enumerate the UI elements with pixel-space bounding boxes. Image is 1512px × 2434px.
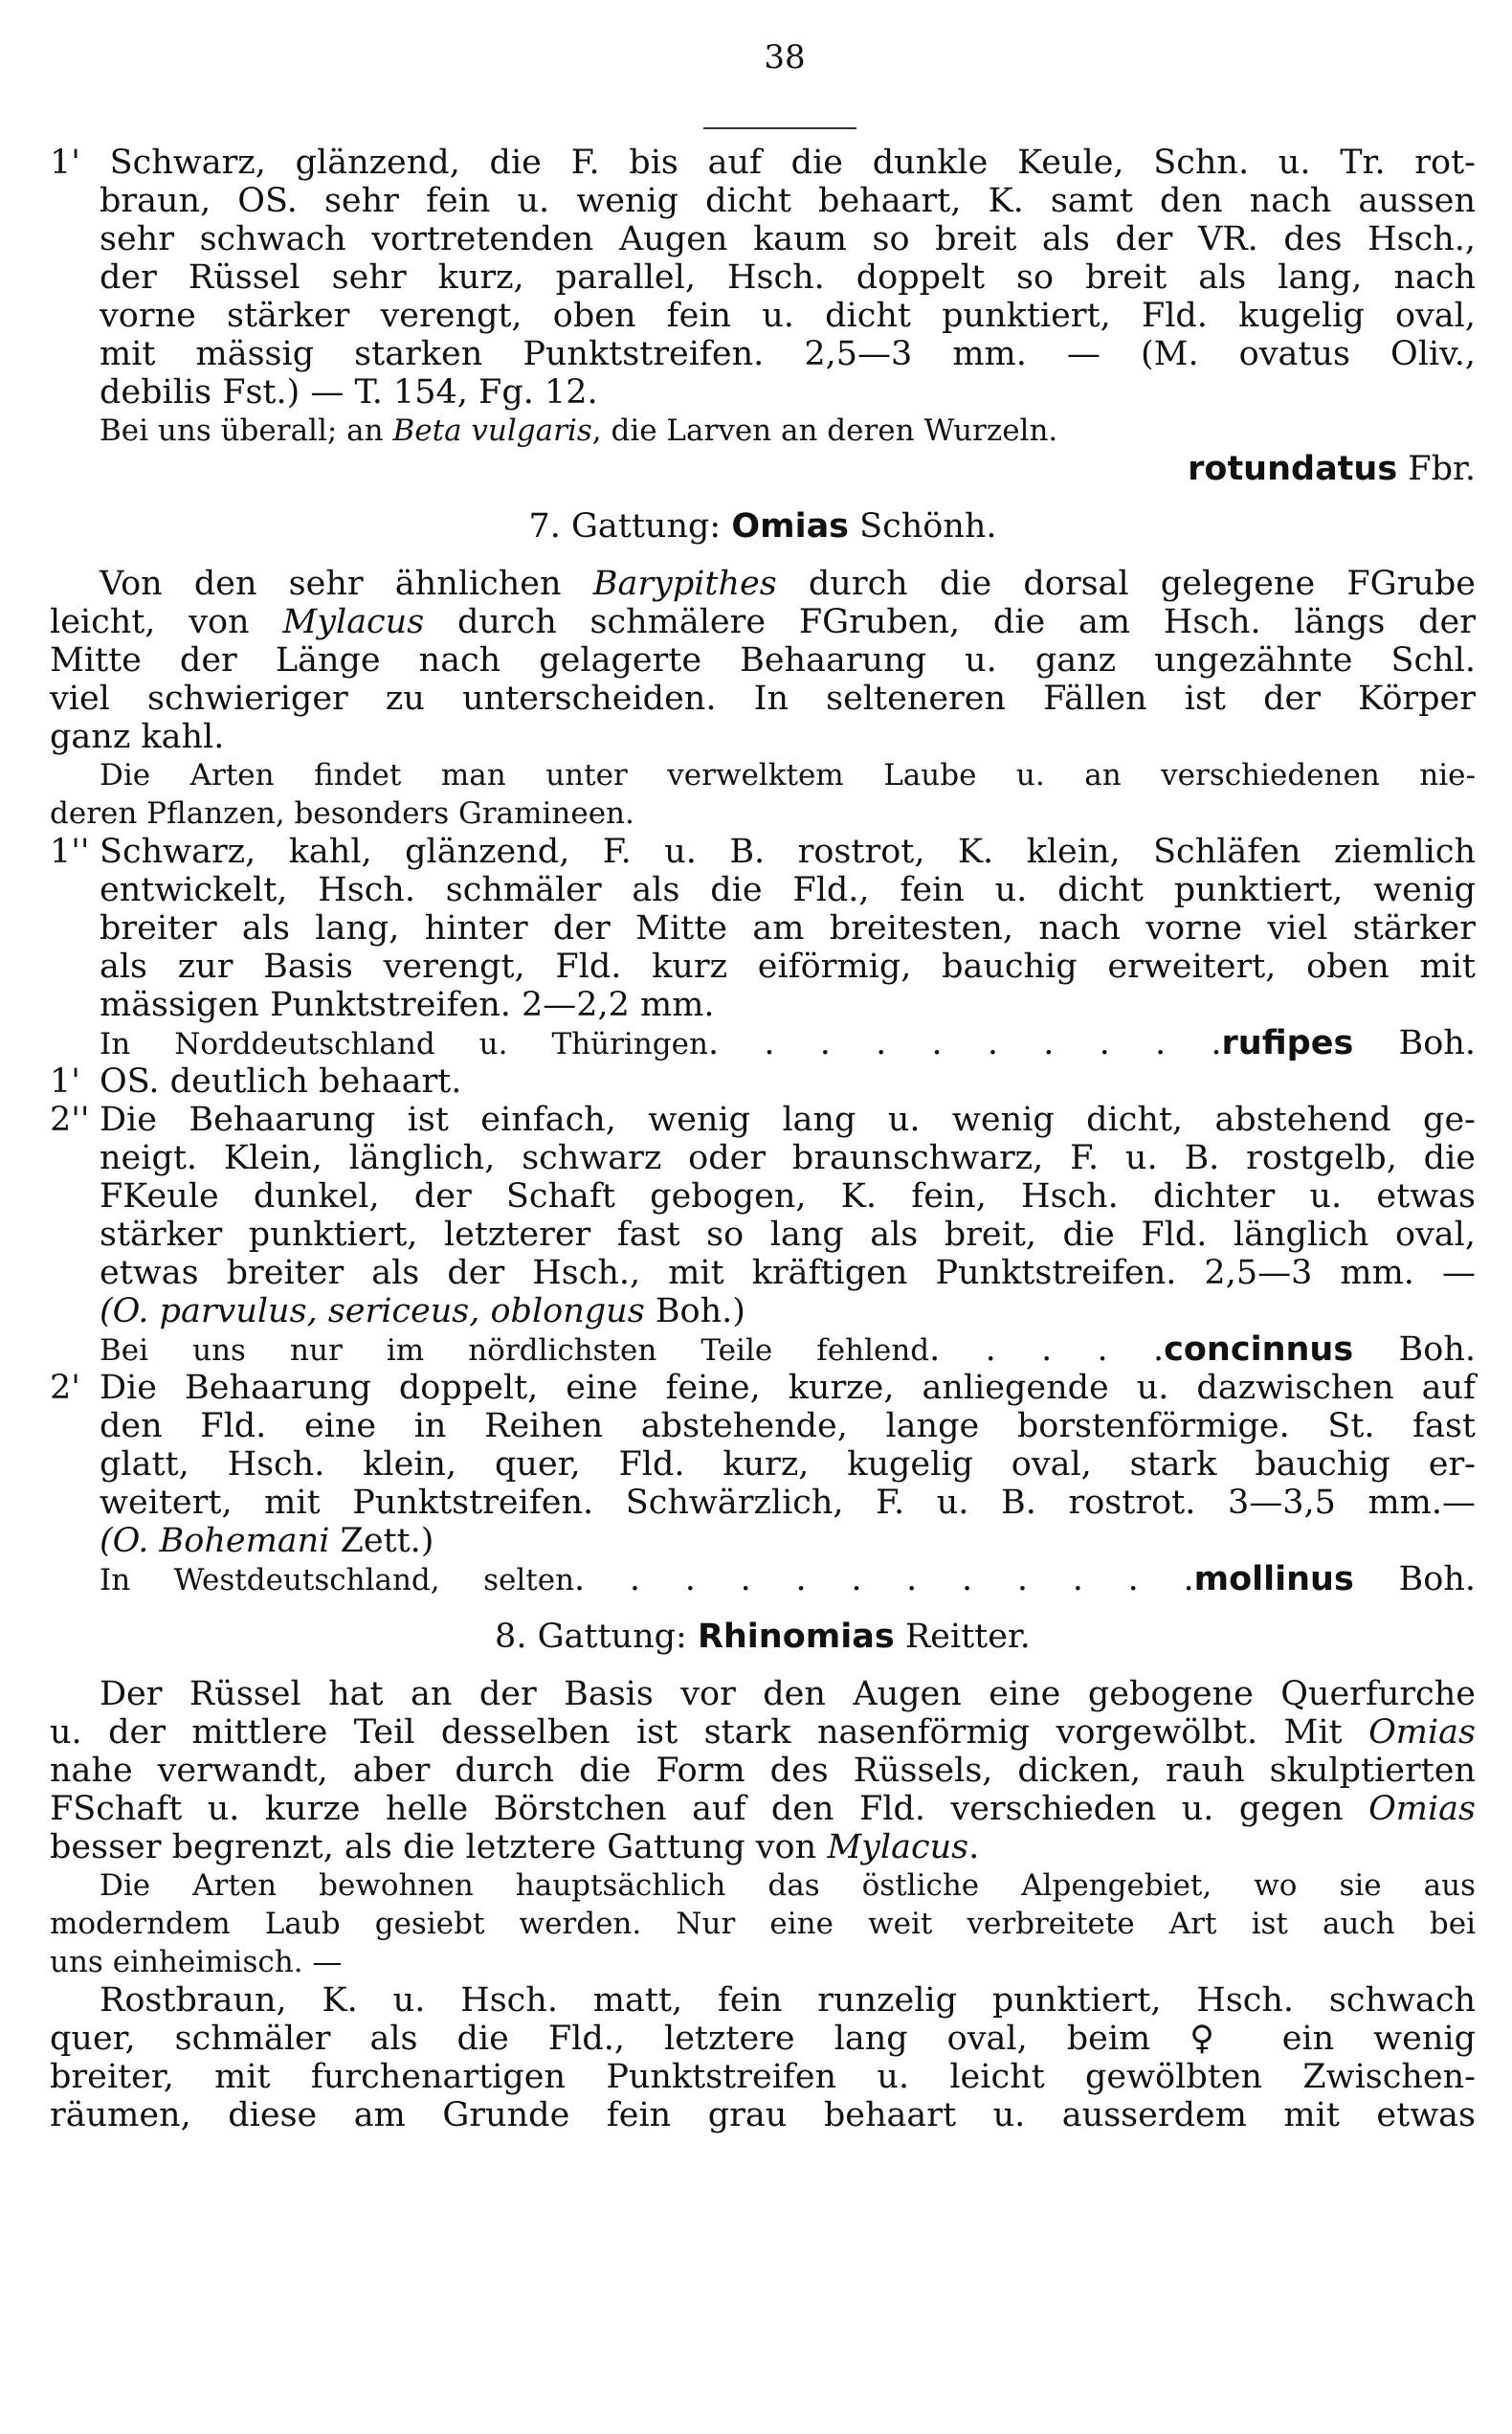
- habitat-line: Bei uns nur im nördlichsten Teile fehlend. . . . .concinnus Boh.: [100, 1330, 1476, 1369]
- text-line: der Rüssel sehr kurz, parallel, Hsch. doppelt so breit als lang, nach: [100, 258, 1476, 297]
- key-line: 1'' Schwarz, kahl, glänzend, F. u. B. rostrot, K. klein, Schläfen ziemlich: [50, 833, 1476, 871]
- text-line: breiter, mit furchenartigen Punktstreifen u. leicht gewölbten Zwischen-: [50, 2058, 1476, 2096]
- text-line: breiter als lang, hinter der Mitte am breitesten, nach vorne viel stärker: [100, 909, 1476, 948]
- text-line: als zur Basis verengt, Fld. kurz eiförmig, bauchig erweitert, oben mit: [100, 948, 1476, 986]
- key-line: 2'' Die Behaarung ist einfach, wenig lang u. wenig dicht, abstehend ge-: [50, 1101, 1476, 1139]
- key-line: 2' Die Behaarung doppelt, eine feine, kurze, anliegende u. dazwischen auf: [50, 1369, 1476, 1407]
- text-line: entwickelt, Hsch. schmäler als die Fld., fein u. dicht punktiert, wenig: [100, 871, 1476, 909]
- key-line: 1' OS. deutlich behaart.: [50, 1062, 462, 1101]
- text-line: neigt. Klein, länglich, schwarz oder braunschwarz, F. u. B. rostgelb, die: [100, 1139, 1476, 1177]
- header-rule: [703, 127, 856, 129]
- text-line: vorne stärker verengt, oben fein u. dicht punktiert, Fld. kugelig oval,: [100, 297, 1476, 335]
- text-line: deren Pflanzen, besonders Gramineen.: [50, 796, 634, 831]
- text-line: debilis Fst.) — T. 154, Fg. 12.: [100, 373, 598, 412]
- text-line: Mitte der Länge nach gelagerte Behaarung u. ganz ungezähnte Schl.: [50, 641, 1476, 680]
- text-line: viel schwieriger zu unterscheiden. In selteneren Fällen ist der Körper: [50, 680, 1476, 718]
- habitat-line: Bei uns überall; an Beta vulgaris, die Larven an deren Wurzeln.: [100, 413, 1058, 448]
- text-line: stärker punktiert, letzterer fast so lang als breit, die Fld. länglich oval,: [100, 1216, 1476, 1254]
- text-line: weitert, mit Punktstreifen. Schwärzlich, F. u. B. rostrot. 3—3,5 mm.—: [100, 1484, 1476, 1522]
- text-line: sehr schwach vortretenden Augen kaum so breit als der VR. des Hsch.,: [100, 220, 1476, 258]
- page-number: 38: [764, 38, 806, 77]
- text-line: besser begrenzt, als die letztere Gattung von Mylacus.: [50, 1828, 980, 1866]
- text-line: FKeule dunkel, der Schaft gebogen, K. fein, Hsch. dichter u. etwas: [100, 1177, 1476, 1216]
- synonym-line: (O. parvulus, sericeus, oblongus Boh.): [100, 1292, 745, 1330]
- body-text: [50, 144, 1476, 2134]
- text-line: Die Arten findet man unter verwelktem Laube u. an verschiedenen nie-: [100, 758, 1476, 793]
- text-line: Die Arten bewohnen hauptsächlich das östliche Alpengebiet, wo sie aus: [100, 1868, 1476, 1903]
- synonym-line: (O. Bohemani Zett.): [100, 1522, 434, 1560]
- text-line: quer, schmäler als die Fld., letztere lang oval, beim ♀ ein wenig: [50, 2020, 1476, 2058]
- text-line: FSchaft u. kurze helle Börstchen auf den Fld. verschieden u. gegen Omias: [50, 1790, 1476, 1828]
- text-line: nahe verwandt, aber durch die Form des Rüssels, dicken, rauh skulptierten: [50, 1752, 1476, 1790]
- text-line: moderndem Laub gesiebt werden. Nur eine weit verbreitete Art ist auch bei: [50, 1907, 1476, 1941]
- text-line: mässigen Punktstreifen. 2—2,2 mm.: [100, 986, 715, 1024]
- genus-heading-8: 8. Gattung: Rhinomias Reitter.: [495, 1618, 1031, 1656]
- text-line: leicht, von Mylacus durch schmälere FGruben, die am Hsch. längs der: [50, 603, 1476, 641]
- text-line: u. der mittlere Teil desselben ist stark nasenförmig vorgewölbt. Mit Omias: [50, 1713, 1476, 1752]
- text-line: Von den sehr ähnlichen Barypithes durch die dorsal gelegene FGrube: [100, 565, 1476, 603]
- habitat-line: In Westdeutschland, selten. . . . . . . . . . . .mollinus Boh.: [100, 1560, 1476, 1598]
- text-line: etwas breiter als der Hsch., mit kräftigen Punktstreifen. 2,5—3 mm. —: [100, 1254, 1476, 1292]
- text-line: braun, OS. sehr fein u. wenig dicht behaart, K. samt den nach aussen: [100, 182, 1476, 220]
- text-line: ganz kahl.: [50, 718, 225, 756]
- genus-heading-7: 7. Gattung: Omias Schönh.: [528, 507, 997, 546]
- text-line: 1' Schwarz, glänzend, die F. bis auf die dunkle Keule, Schn. u. Tr. rot-: [50, 144, 1476, 182]
- text-line: Rostbraun, K. u. Hsch. matt, fein runzelig punktiert, Hsch. schwach: [100, 1981, 1476, 2020]
- text-line: den Fld. eine in Reihen abstehende, lange borstenförmige. St. fast: [100, 1407, 1476, 1445]
- text-line: glatt, Hsch. klein, quer, Fld. kurz, kugelig oval, stark bauchig er-: [100, 1445, 1476, 1484]
- species-name: rotundatus Fbr.: [1188, 450, 1476, 488]
- text-line: mit mässig starken Punktstreifen. 2,5—3 mm. — (M. ovatus Oliv.,: [100, 335, 1476, 373]
- text-line: Der Rüssel hat an der Basis vor den Augen eine gebogene Querfurche: [100, 1675, 1476, 1713]
- habitat-line: In Norddeutschland u. Thüringen. . . . . . . . . .rufipes Boh.: [100, 1024, 1476, 1062]
- text-line: uns einheimisch. —: [50, 1945, 343, 1979]
- text-line: räumen, diese am Grunde fein grau behaart u. ausserdem mit etwas: [50, 2096, 1476, 2134]
